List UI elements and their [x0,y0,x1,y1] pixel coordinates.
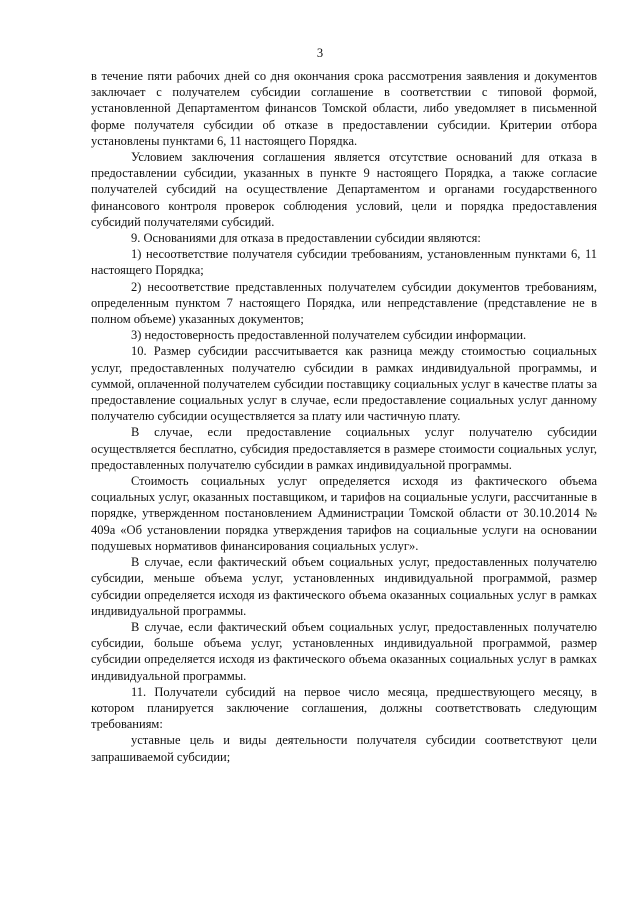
paragraph: Стоимость социальных услуг определяется исходя из фактического объема социальных услуг, оказанных поставщиком, и тарифов на социальные услуги, рассчитанные в порядке, утвержденном постановлением Администрации Томской области от 30.10.2014 № 409а «Об установлении порядка утверждения тарифов на социальные услуги на основании подушевых нормативов финансирования социальных услуг». [91,474,597,553]
paragraph: 10. Размер субсидии рассчитывается как разница между стоимостью социальных услуг, предоставленных получателю субсидии в рамках индивидуальной программы, и суммой, оплаченной получателем субсидии поставщику социальных услуг в качестве платы за предоставление социальных услуг в случае, если предоставление социальных услуг данному получателю субсидии осуществляется за плату или частичную плату. [91,344,597,424]
paragraph: уставные цель и виды деятельности получателя субсидии соответствуют цели запрашиваемой субсидии; [91,733,597,764]
page-number: 3 [316,46,324,60]
paragraph: В случае, если фактический объем социальных услуг, предоставленных получателю субсидии, меньше объема услуг, установленных индивидуальной программой, размер субсидии определяется исходя из фактического объема оказанных социальных услуг в рамках индивидуальной программы. [91,555,597,618]
paragraph: 3) недостоверность предоставленной получателем субсидии информации. [131,328,527,343]
paragraph: в течение пяти рабочих дней со дня окончания срока рассмотрения заявления и документов заключает с получателем субсидии соглашение в соответствии с типовой формой, установленной Департаментом финансов Томской области, либо уведомляет в письменной форме получателя субсидии об отказе в предоставлении субсидии. Критерии отбора установлены пунктами 6, 11 настоящего Порядка. [91,69,597,148]
paragraph: В случае, если фактический объем социальных услуг, предоставленных получателю субсидии, больше объема услуг, установленных индивидуальной программой, размер субсидии определяется исходя из фактического объема оказанных социальных услуг в рамках индивидуальной программы. [91,619,597,683]
document-body [91,68,597,765]
paragraph: 11. Получатели субсидий на первое число месяца, предшествующего месяцу, в котором планируется заключение соглашения, должны соответствовать следующим требованиям: [91,684,597,732]
paragraph: 9. Основаниями для отказа в предоставлении субсидии являются: [131,231,481,246]
paragraph: Условием заключения соглашения является отсутствие оснований для отказа в предоставлении субсидии, указанных в пункте 9 настоящего Порядка, а также согласие получателей субсидий на осуществление Департаментом и органами государственного финансового контроля проверок соблюдения условий, цели и порядка предоставления субсидий получателями субсидий. [91,150,597,229]
paragraph: В случае, если предоставление социальных услуг получателю субсидии осуществляется бесплатно, субсидия предоставляется в размере стоимости социальных услуг, предоставленных получателю субсидии в рамках индивидуальной программы. [91,425,597,472]
paragraph: 1) несоответствие получателя субсидии требованиям, установленным пунктами 6, 11 настоящего Порядка; [91,247,597,278]
paragraph: 2) несоответствие представленных получателем субсидии документов требованиям, определенным пунктом 7 настоящего Порядка, или непредставление (представление не в полном объеме) указанных документов; [91,279,597,327]
